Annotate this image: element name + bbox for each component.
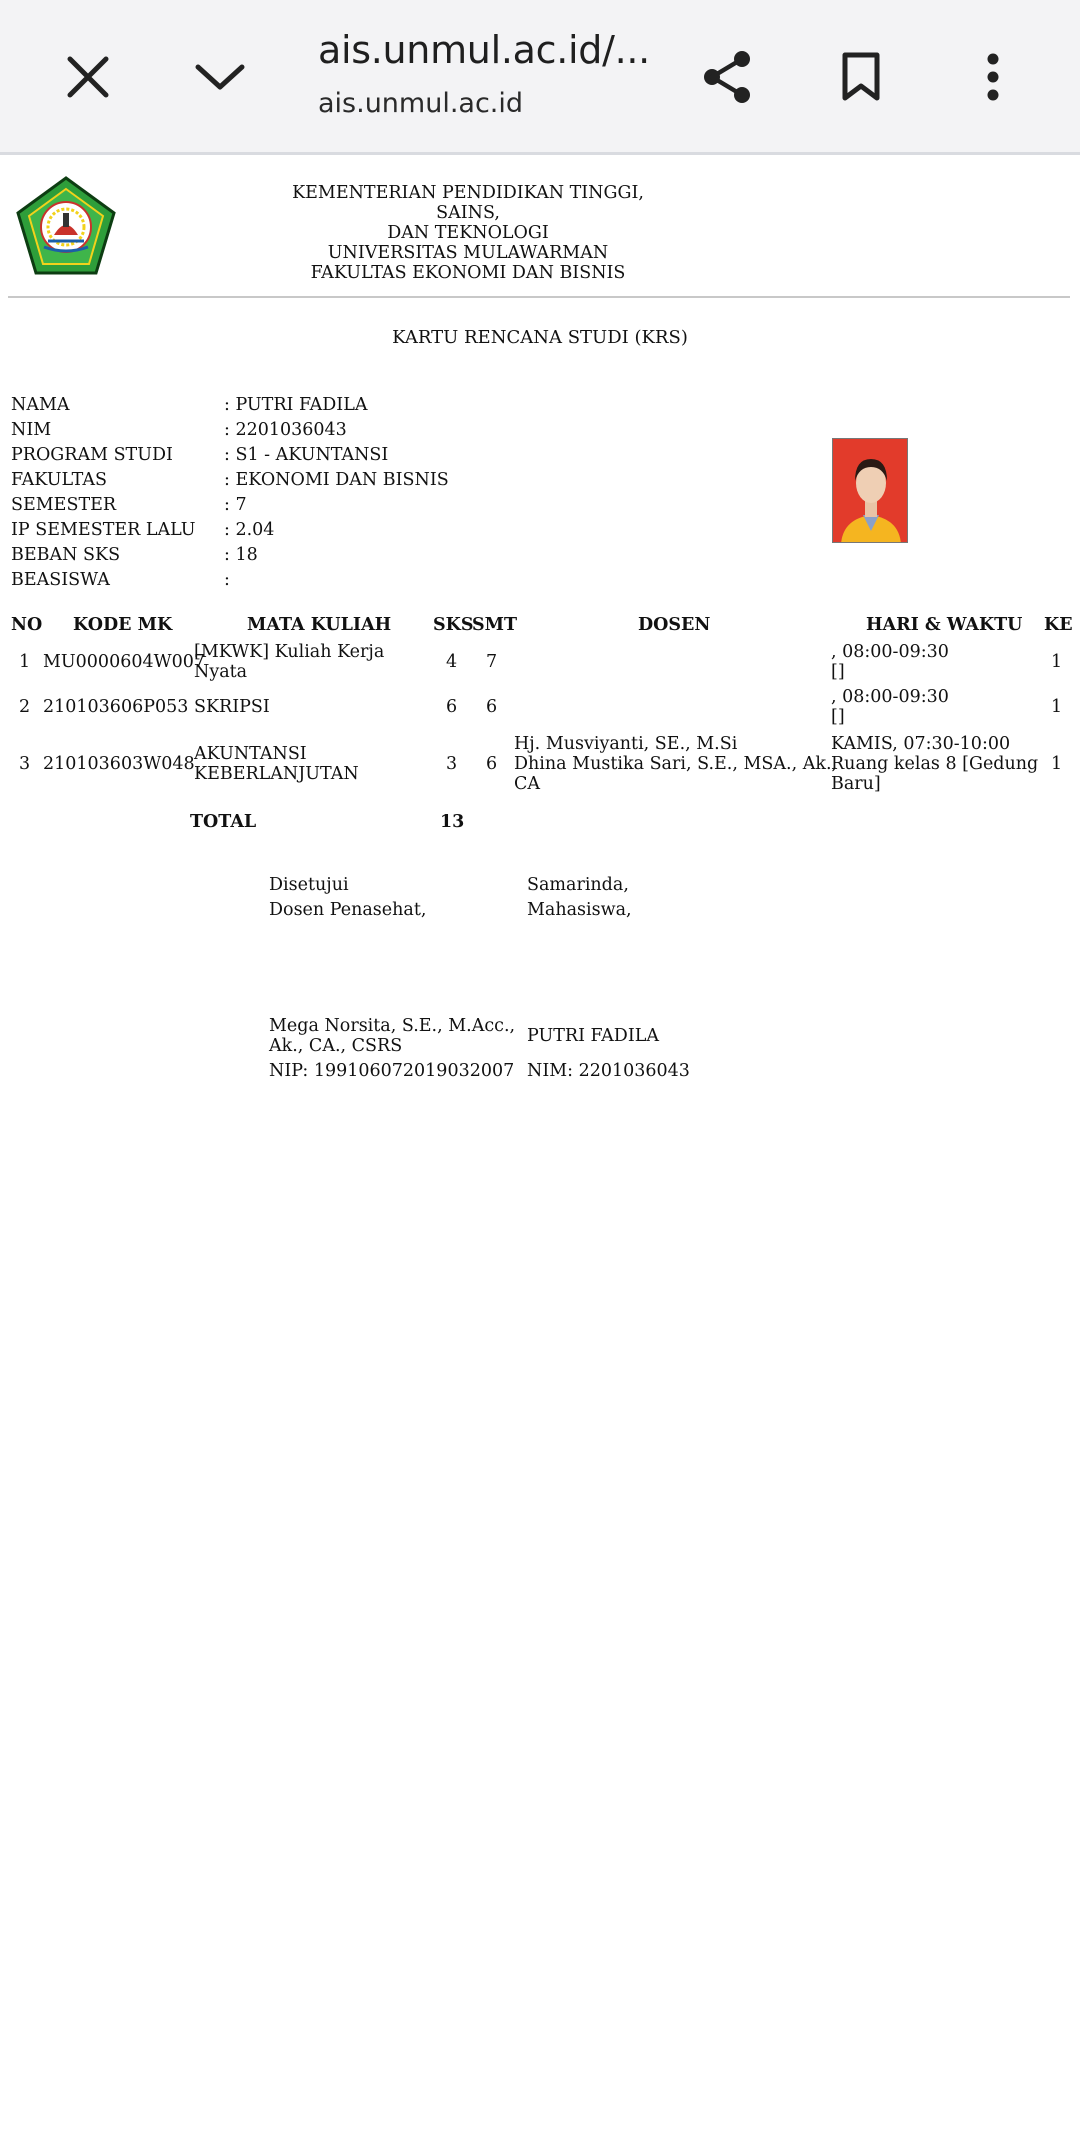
column-header-smt: SMT (472, 615, 518, 635)
column-header-mata-kuliah: MATA KULIAH (247, 615, 392, 635)
table-cell-mata-kuliah: Nyata (194, 662, 248, 682)
header-line: FAKULTAS EKONOMI DAN BISNIS (310, 263, 626, 283)
table-cell-no: 2 (19, 697, 31, 717)
approval-label: Disetujui (269, 875, 349, 895)
table-cell-dosen: CA (514, 774, 541, 794)
column-header-sks: SKS (433, 615, 474, 635)
info-row (11, 543, 449, 568)
table-cell-kode: 210103606P053 (43, 697, 189, 717)
info-label: BEBAN SKS (11, 545, 121, 565)
advisor-name-suffix: Ak., CA., CSRS (269, 1036, 403, 1056)
column-header-ke: KE (1044, 615, 1073, 635)
table-cell-no: 3 (19, 754, 31, 774)
chevron-down-icon[interactable] (175, 32, 265, 122)
table-cell-mata-kuliah: SKRIPSI (194, 697, 270, 717)
total-sks: 13 (440, 812, 465, 832)
table-cell-dosen: Dhina Mustika Sari, S.E., MSA., Ak., (514, 754, 838, 774)
header-line: KEMENTERIAN PENDIDIKAN TINGGI, SAINS, (292, 183, 644, 223)
place-label: Samarinda, (527, 875, 629, 895)
table-cell-smt: 6 (486, 697, 498, 717)
share-icon[interactable] (683, 32, 773, 122)
table-cell-ruang: [] (831, 707, 845, 727)
info-row (11, 418, 449, 443)
student-nim: NIM: 2201036043 (527, 1061, 690, 1081)
info-value: : S1 - AKUNTANSI (224, 445, 389, 465)
table-cell-kode: MU0000604W007 (43, 652, 205, 672)
column-header-kode-mk: KODE MK (73, 615, 173, 635)
table-cell-hari-waktu: KAMIS, 07:30-10:00 (831, 734, 1011, 754)
info-value: : EKONOMI DAN BISNIS (224, 470, 449, 490)
info-value: : PUTRI FADILA (224, 395, 368, 415)
student-photo (832, 438, 908, 543)
column-header-hari-waktu: HARI & WAKTU (866, 615, 1023, 635)
info-label: PROGRAM STUDI (11, 445, 173, 465)
info-label: NIM (11, 420, 52, 440)
header-divider (8, 296, 1070, 298)
info-value: : 7 (224, 495, 247, 515)
university-logo-icon (14, 175, 118, 279)
institution-header (268, 183, 668, 283)
advisor-role: Dosen Penasehat, (269, 900, 427, 920)
advisor-nip: NIP: 199106072019032007 (269, 1061, 515, 1081)
table-cell-ke: 1 (1051, 697, 1063, 717)
total-label: TOTAL (190, 812, 257, 832)
info-label: NAMA (11, 395, 70, 415)
table-cell-mata-kuliah: KEBERLANJUTAN (194, 764, 359, 784)
table-cell-sks: 4 (446, 652, 458, 672)
info-label: IP SEMESTER LALU (11, 520, 196, 540)
info-value: : 2201036043 (224, 420, 347, 440)
info-value: : 18 (224, 545, 258, 565)
info-value: : 2.04 (224, 520, 275, 540)
browser-toolbar (0, 0, 1080, 155)
info-row (11, 568, 449, 593)
document-title: KARTU RENCANA STUDI (KRS) (392, 327, 688, 348)
header-line: DAN TEKNOLOGI (387, 223, 549, 243)
student-signature-name: PUTRI FADILA (527, 1026, 660, 1046)
table-cell-kode: 210103603W048 (43, 754, 195, 774)
column-header-dosen: DOSEN (638, 615, 711, 635)
url-host[interactable]: ais.unmul.ac.id (318, 88, 524, 119)
student-role: Mahasiswa, (527, 900, 632, 920)
table-cell-dosen: Hj. Musviyanti, SE., M.Si (514, 734, 738, 754)
advisor-name: Mega Norsita, S.E., M.Acc., (269, 1016, 516, 1036)
table-cell-hari-waktu: , 08:00-09:30 (831, 687, 949, 707)
more-vert-icon[interactable] (948, 32, 1038, 122)
student-info (11, 393, 449, 593)
info-label: BEASISWA (11, 570, 110, 590)
bookmark-icon[interactable] (816, 32, 906, 122)
table-cell-ke: 1 (1051, 754, 1063, 774)
info-label: FAKULTAS (11, 470, 107, 490)
table-cell-hari-waktu: , 08:00-09:30 (831, 642, 949, 662)
info-row (11, 393, 449, 418)
header-line: UNIVERSITAS MULAWARMAN (327, 243, 609, 263)
info-label: SEMESTER (11, 495, 117, 515)
page-title[interactable]: ais.unmul.ac.id/... (318, 28, 650, 72)
table-cell-ke: 1 (1051, 652, 1063, 672)
table-cell-smt: 6 (486, 754, 498, 774)
info-row (11, 443, 449, 468)
info-row (11, 518, 449, 543)
info-row (11, 468, 449, 493)
table-cell-mata-kuliah: AKUNTANSI (194, 744, 307, 764)
table-cell-mata-kuliah: [MKWK] Kuliah Kerja (194, 642, 385, 662)
table-cell-ruang: [] (831, 662, 845, 682)
table-cell-no: 1 (19, 652, 31, 672)
table-cell-sks: 3 (446, 754, 458, 774)
info-row (11, 493, 449, 518)
column-header-no: NO (11, 615, 43, 635)
table-cell-smt: 7 (486, 652, 498, 672)
table-cell-ruang: Baru] (831, 774, 881, 794)
table-cell-sks: 6 (446, 697, 458, 717)
table-cell-ruang: Ruang kelas 8 [Gedung (831, 754, 1039, 774)
close-icon[interactable] (43, 32, 133, 122)
info-value: : (224, 570, 230, 590)
